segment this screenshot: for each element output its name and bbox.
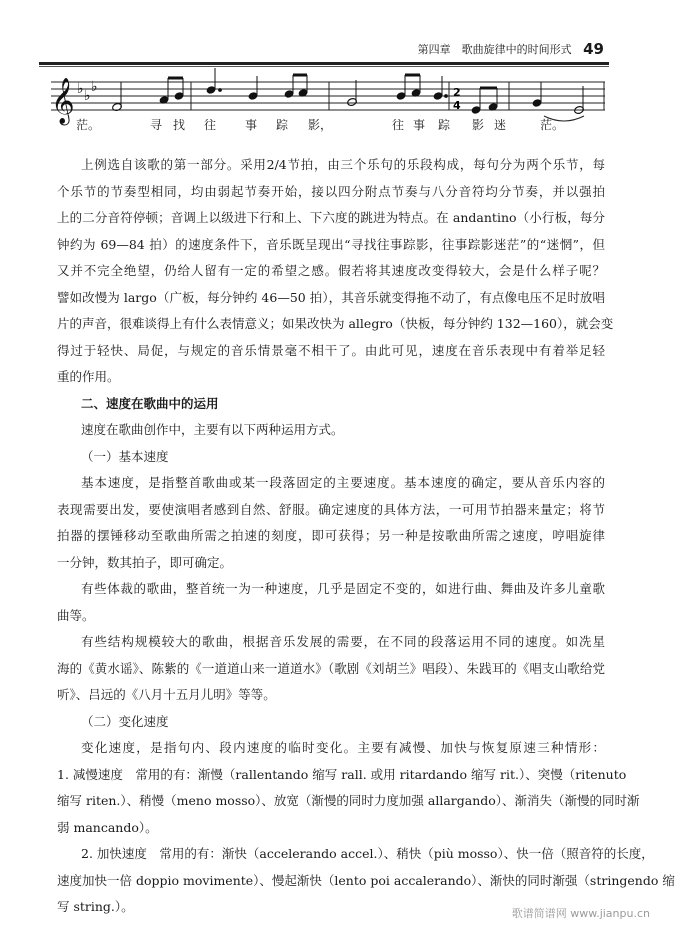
lyric-syllable: 事: [245, 118, 258, 132]
paragraph-line: 钟约为 69—84 拍）的速度条件下，音乐既呈现出“寻找往事踪影，往事踪影迷茫”的“迷惘”，但: [57, 236, 605, 252]
lyric-syllable: 找: [173, 118, 186, 132]
paragraph-line: 一分钟，数其拍子，即可确定。: [57, 554, 233, 570]
paragraph-line: 又并不完全绝望，仍给人留有一定的希望之感。假若将其速度改变得较大，会是什么样子呢？: [57, 263, 605, 278]
paragraph-line: 听》、吕远的《八月十五月儿明》等等。: [57, 687, 276, 702]
staff-lines: [51, 82, 605, 110]
lyrics-line: [40, 116, 600, 136]
paragraph-line: 上的二分音符停顿；音调上以级进下行和上、下六度的跳进为特点。在 andantino（小行板，每分: [57, 210, 605, 225]
site-watermark: 歌谱简谱网 www.jianpu.cn: [511, 907, 650, 920]
lyric-syllable: 影，: [308, 118, 333, 132]
lyric-syllable: 事: [413, 118, 426, 132]
paragraph-line: 速度加快一倍 doppio movimente）、慢起渐快（lento poi accalerando）、渐快的同时渐强（stringendo 缩: [57, 872, 675, 888]
paragraph-line: 上例选自该歌的第一部分。采用2/4节拍，由三个乐句的乐段构成，每句分为两个乐节，每: [81, 157, 605, 172]
melody-notes: [112, 68, 585, 115]
header-rule-thin: [39, 66, 609, 67]
paragraph-line: 得过于轻快、局促，与规定的音乐情景毫不相干了。由此可见，速度在音乐表现中有着举足轻: [57, 342, 605, 358]
body-text: [57, 152, 675, 921]
flat-sign-icon: ♭: [91, 79, 98, 95]
paragraph-line: 缩写 riten.）、稍慢（meno mosso）、放宽（渐慢的同时力度加强 allargando）、渐消失（渐慢的同时渐: [57, 793, 640, 808]
paragraph-line: 弱 mancando）。: [57, 819, 158, 835]
paragraph-line: 片的声音，很难谈得上有什么表情意义；如果改快为 allegro（快板，每分钟约 132—160），就会变: [57, 316, 614, 331]
lyric-syllable: 影: [472, 118, 485, 132]
flat-sign-icon: ♭: [84, 88, 91, 104]
lyric-syllable: 踪: [276, 118, 289, 132]
lyric-syllable: 踪: [438, 118, 451, 132]
time-signature-bottom: 4: [453, 99, 461, 112]
time-signature-top: 2: [453, 86, 461, 99]
paragraph-line: 变化速度，是指句内、段内速度的临时变化。主要有减慢、加快与恢复原速三种情形：: [81, 740, 605, 755]
subsection-heading: （一）基本速度: [81, 448, 169, 464]
flat-sign-icon: ♭: [77, 81, 84, 97]
lyric-syllable: 迷: [494, 118, 507, 132]
lyric-syllable: 往: [204, 118, 217, 132]
section-heading: 二、速度在歌曲中的运用: [81, 395, 219, 411]
paragraph-line: 写 string.）。: [57, 899, 134, 914]
paragraph-line: 海的《黄水谣》、陈紫的《一道道山来一道道水》（歌剧《刘胡兰》唱段）、朱践耳的《唱支山歌给党: [57, 660, 605, 676]
chapter-title: 第四章 歌曲旋律中的时间形式: [417, 43, 572, 56]
lyric-syllable: 寻: [150, 118, 163, 132]
paragraph-line: 譬如改慢为 largo（广板，每分钟约 46—50 拍），其音乐就变得拖不动了，有点像电压不足时放唱: [57, 289, 605, 305]
lyric-syllable: 茫。: [540, 118, 565, 132]
paragraph-line: 基本速度，是指整首歌曲或某一段落固定的主要速度。基本速度的确定，要从音乐内容的: [81, 475, 605, 490]
paragraph-line: 1. 减慢速度 常用的有：渐慢（rallentando 缩写 rall. 或用 ritardando 缩写 rit.）、突慢（ritenuto: [57, 766, 627, 782]
subsection-heading: （二）变化速度: [81, 713, 169, 729]
treble-clef-icon: 𝄞: [51, 78, 75, 124]
running-header: [390, 40, 604, 60]
paragraph-line: 曲等。: [57, 607, 95, 623]
lyric-syllable: 往: [392, 118, 405, 132]
paragraph-line: 2. 加快速度 常用的有：渐快（accelerando accel.）、稍快（più mosso）、快一倍（照音符的长度，: [81, 846, 654, 861]
header-rule: [39, 62, 609, 65]
paragraph-line: 表现需要出发，要使演唱者感到自然、舒服。确定速度的具体方法，一可用节拍器来量定；将节: [57, 501, 605, 517]
paragraph-line: 速度在歌曲创作中，主要有以下两种运用方式。: [81, 422, 344, 437]
page-number: 49: [583, 40, 604, 58]
paragraph-line: 重的作用。: [57, 369, 120, 384]
lyric-syllable: 茫。: [76, 118, 101, 132]
paragraph-line: 个乐节的节奏型相同，均由弱起节奏开始，接以四分附点节奏与八分音符均分节奏，并以强拍: [57, 183, 605, 199]
paragraph-line: 有些结构规模较大的歌曲，根据音乐发展的需要，在不同的段落运用不同的速度。如冼星: [81, 634, 605, 649]
paragraph-line: 拍器的摆锤移动至歌曲所需之拍速的刻度，即可获得；另一种是按歌曲所需之速度，哼唱旋律: [57, 528, 605, 543]
paragraph-line: 有些体裁的歌曲，整首统一为一种速度，几乎是固定不变的，如进行曲、舞曲及许多儿童歌: [81, 581, 605, 596]
